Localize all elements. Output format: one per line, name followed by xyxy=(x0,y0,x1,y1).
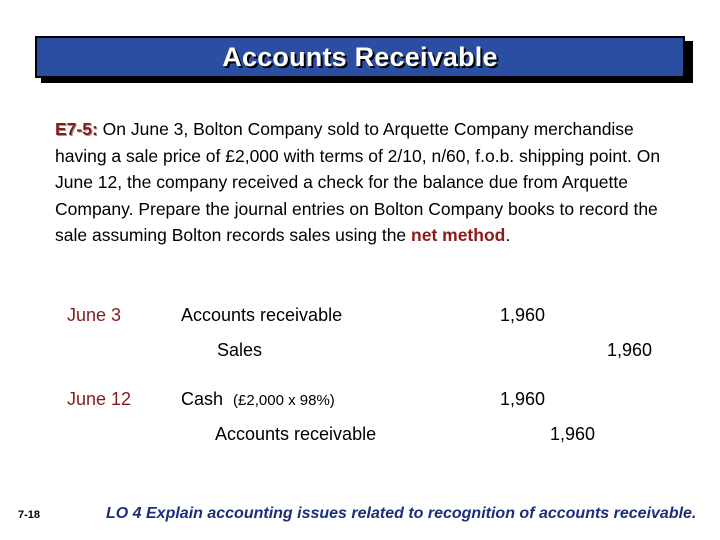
title-bar xyxy=(35,36,685,78)
slide-title: Accounts Receivable xyxy=(222,41,498,72)
entry-1-debit-amount: 1,960 xyxy=(500,305,546,325)
entry-2-debit-note: (£2,000 x 98%) xyxy=(233,392,335,409)
learning-objective: LO 4 Explain accounting issues related to recognition of accounts receivable. xyxy=(106,505,697,522)
entry-1-date: June 3 xyxy=(67,305,122,325)
entry-1-credit-account: Sales xyxy=(217,340,263,360)
entry-2-debit-amount: 1,960 xyxy=(500,389,546,409)
problem-text: On June 3, Bolton Company sold to Arquette Company merchandise having a sale price of £2,000 with terms of 2/10, n/60, f.o.b. shipping point. On June 12, the company received a check for the balance due from Arquette Company. Prepare the journal entries on Bolton Company books to record the sale assuming Bolton records sales using the xyxy=(55,119,661,245)
entry-1-debit-account: Accounts receivable xyxy=(181,305,343,325)
entry-1-credit-amount: 1,960 xyxy=(607,340,653,360)
entry-2-credit-amount: 1,960 xyxy=(550,424,596,444)
entry-2-debit-line xyxy=(181,389,335,410)
problem-text-end: . xyxy=(505,225,511,245)
problem-emphasis: net method xyxy=(411,225,506,245)
entry-2-date: June 12 xyxy=(67,389,132,409)
problem-statement xyxy=(55,116,685,249)
entry-2-credit-account: Accounts receivable xyxy=(215,424,377,444)
problem-id: E7-5: xyxy=(55,119,98,139)
slide-number: 7-18 xyxy=(18,509,41,521)
entry-2-debit-account: Cash xyxy=(181,389,224,409)
